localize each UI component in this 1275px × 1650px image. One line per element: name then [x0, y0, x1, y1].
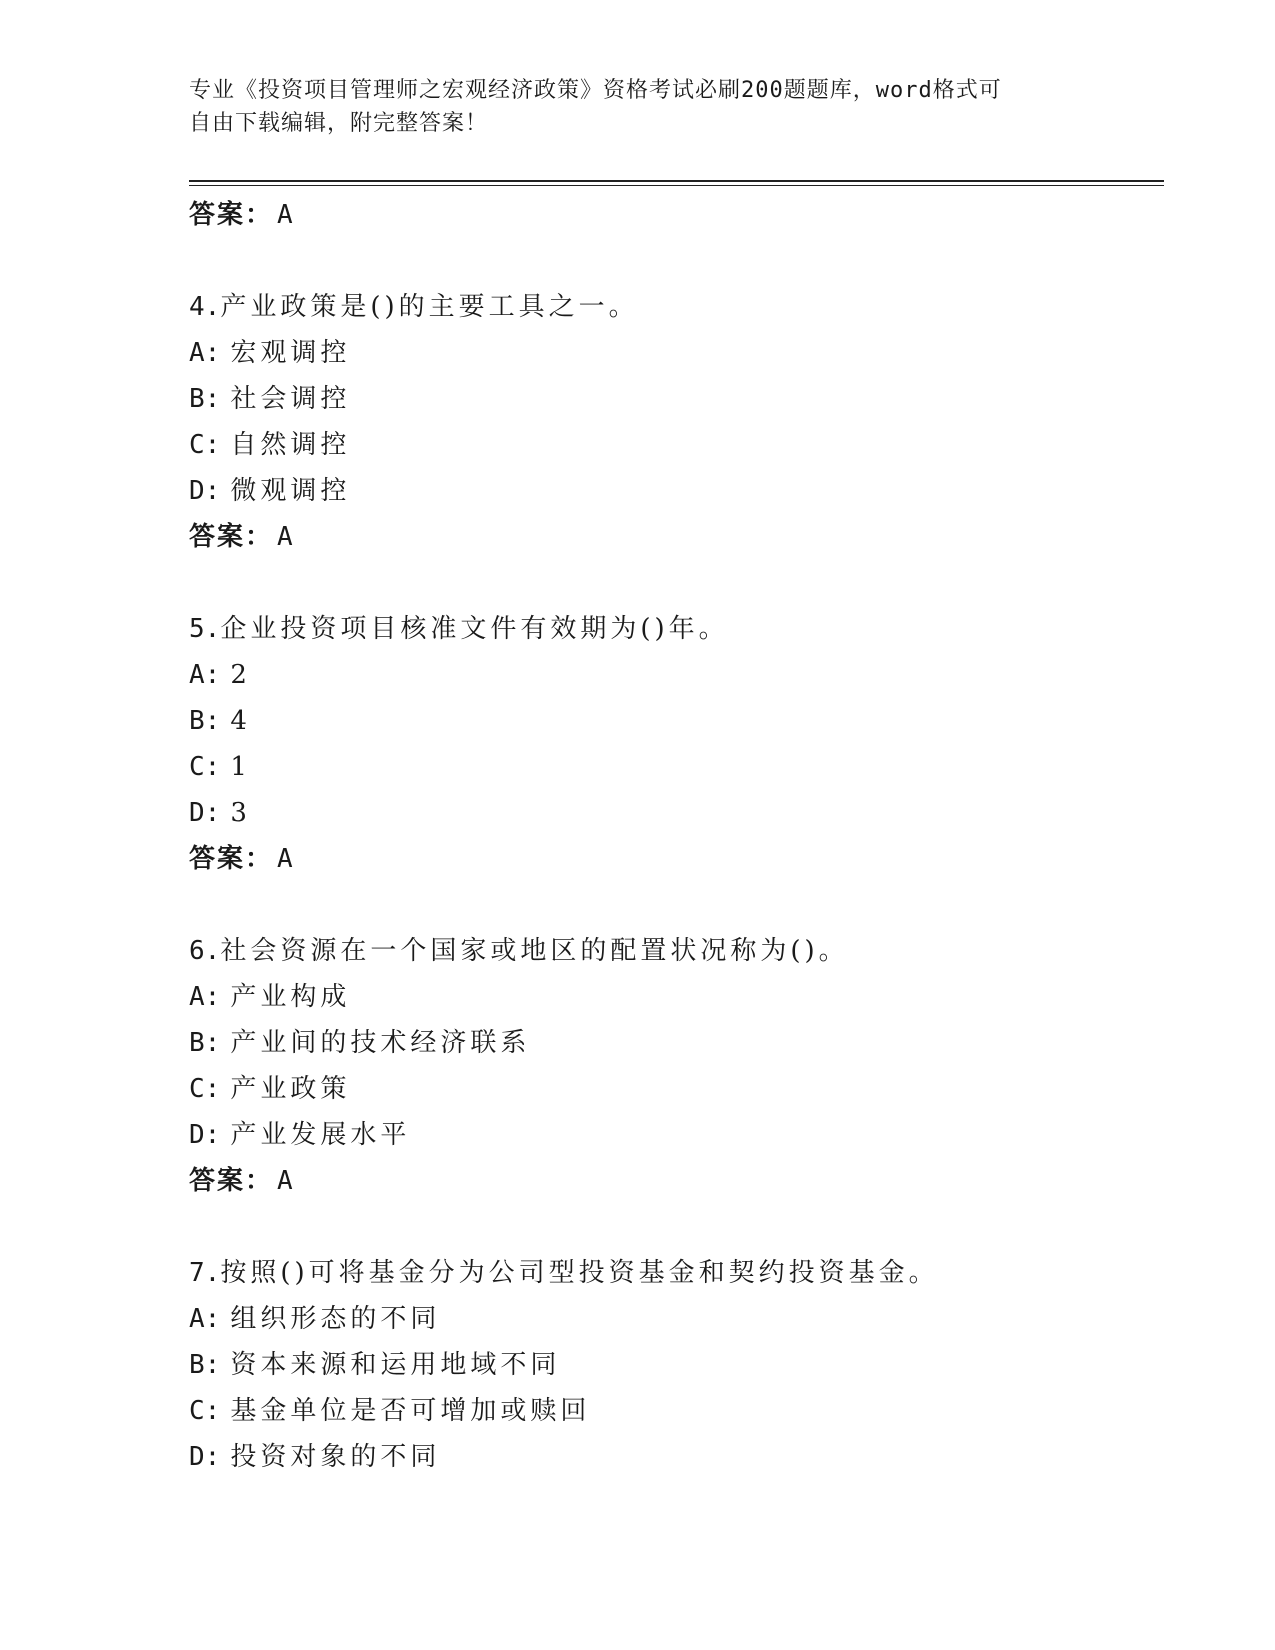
option-letter: D: — [189, 1120, 221, 1150]
answer-line — [189, 192, 1149, 238]
question-stem — [189, 606, 1149, 652]
option-letter: B: — [189, 384, 221, 414]
question-stem — [189, 928, 1149, 974]
option-text: 投资对象的不同 — [230, 1442, 441, 1472]
option-letter: B: — [189, 1028, 221, 1058]
option-text: 组织形态的不同 — [230, 1304, 441, 1334]
question-number: 4. — [189, 292, 221, 322]
option-text: 自然调控 — [230, 430, 351, 460]
question-text: 社会资源在一个国家或地区的配置状况称为()。 — [220, 936, 849, 966]
question-block — [189, 928, 1149, 1204]
header-divider-thin — [189, 185, 1164, 186]
question-number: 6. — [189, 936, 221, 966]
option-text: 3 — [230, 798, 251, 828]
option-letter: D: — [189, 1442, 221, 1472]
question-text: 企业投资项目核准文件有效期为()年。 — [220, 614, 729, 644]
option-letter: D: — [189, 798, 221, 828]
header-line-2: 自由下载编辑，附完整答案！ — [189, 111, 489, 136]
option-text: 产业构成 — [230, 982, 351, 1012]
option-letter: B: — [189, 1350, 221, 1380]
option-letter: A: — [189, 1304, 221, 1334]
option-text: 基金单位是否可增加或赎回 — [230, 1396, 591, 1426]
option-c — [189, 744, 1149, 790]
option-c — [189, 1066, 1149, 1112]
answer-label: 答案： — [189, 200, 274, 230]
question-block — [189, 1250, 1149, 1480]
option-b — [189, 698, 1149, 744]
question-text: 产业政策是()的主要工具之一。 — [220, 292, 639, 322]
option-d — [189, 790, 1149, 836]
answer-line — [189, 1158, 1149, 1204]
option-text: 产业发展水平 — [230, 1120, 411, 1150]
question-stem — [189, 284, 1149, 330]
option-d — [189, 1112, 1149, 1158]
option-b — [189, 1342, 1149, 1388]
spacer — [189, 560, 1149, 606]
answer-label: 答案： — [189, 1166, 274, 1196]
option-letter: C: — [189, 1074, 221, 1104]
option-a — [189, 974, 1149, 1020]
question-stem — [189, 1250, 1149, 1296]
option-c — [189, 422, 1149, 468]
question-block — [189, 284, 1149, 560]
option-text: 微观调控 — [230, 476, 351, 506]
option-text: 产业政策 — [230, 1074, 351, 1104]
answer-label: 答案： — [189, 522, 274, 552]
option-letter: A: — [189, 338, 221, 368]
option-a — [189, 1296, 1149, 1342]
spacer — [189, 1204, 1149, 1250]
header-line-1: 专业《投资项目管理师之宏观经济政策》资格考试必刷200题题库，word格式可 — [189, 78, 1002, 103]
answer-line — [189, 836, 1149, 882]
question-block — [189, 606, 1149, 882]
option-a — [189, 652, 1149, 698]
option-d — [189, 1434, 1149, 1480]
option-a — [189, 330, 1149, 376]
answer-value: A — [277, 1166, 295, 1196]
spacer — [189, 882, 1149, 928]
header-divider — [189, 180, 1164, 182]
answer-line — [189, 514, 1149, 560]
option-text: 1 — [230, 752, 251, 782]
option-letter: A: — [189, 660, 221, 690]
option-letter: C: — [189, 430, 221, 460]
question-number: 5. — [189, 614, 221, 644]
option-b — [189, 376, 1149, 422]
question-list — [189, 192, 1149, 1480]
option-text: 2 — [230, 660, 251, 690]
answer-value: A — [277, 844, 295, 874]
option-text: 产业间的技术经济联系 — [230, 1028, 531, 1058]
option-b — [189, 1020, 1149, 1066]
option-text: 社会调控 — [230, 384, 351, 414]
option-text: 4 — [230, 706, 251, 736]
spacer — [189, 238, 1149, 284]
question-number: 7. — [189, 1258, 221, 1288]
option-letter: C: — [189, 752, 221, 782]
answer-label: 答案： — [189, 844, 274, 874]
question-text: 按照()可将基金分为公司型投资基金和契约投资基金。 — [220, 1258, 939, 1288]
document-header — [189, 74, 1089, 140]
option-letter: B: — [189, 706, 221, 736]
option-c — [189, 1388, 1149, 1434]
answer-value: A — [277, 522, 295, 552]
option-text: 资本来源和运用地域不同 — [230, 1350, 561, 1380]
option-d — [189, 468, 1149, 514]
option-letter: C: — [189, 1396, 221, 1426]
option-text: 宏观调控 — [230, 338, 351, 368]
option-letter: D: — [189, 476, 221, 506]
answer-value: A — [277, 200, 295, 230]
option-letter: A: — [189, 982, 221, 1012]
